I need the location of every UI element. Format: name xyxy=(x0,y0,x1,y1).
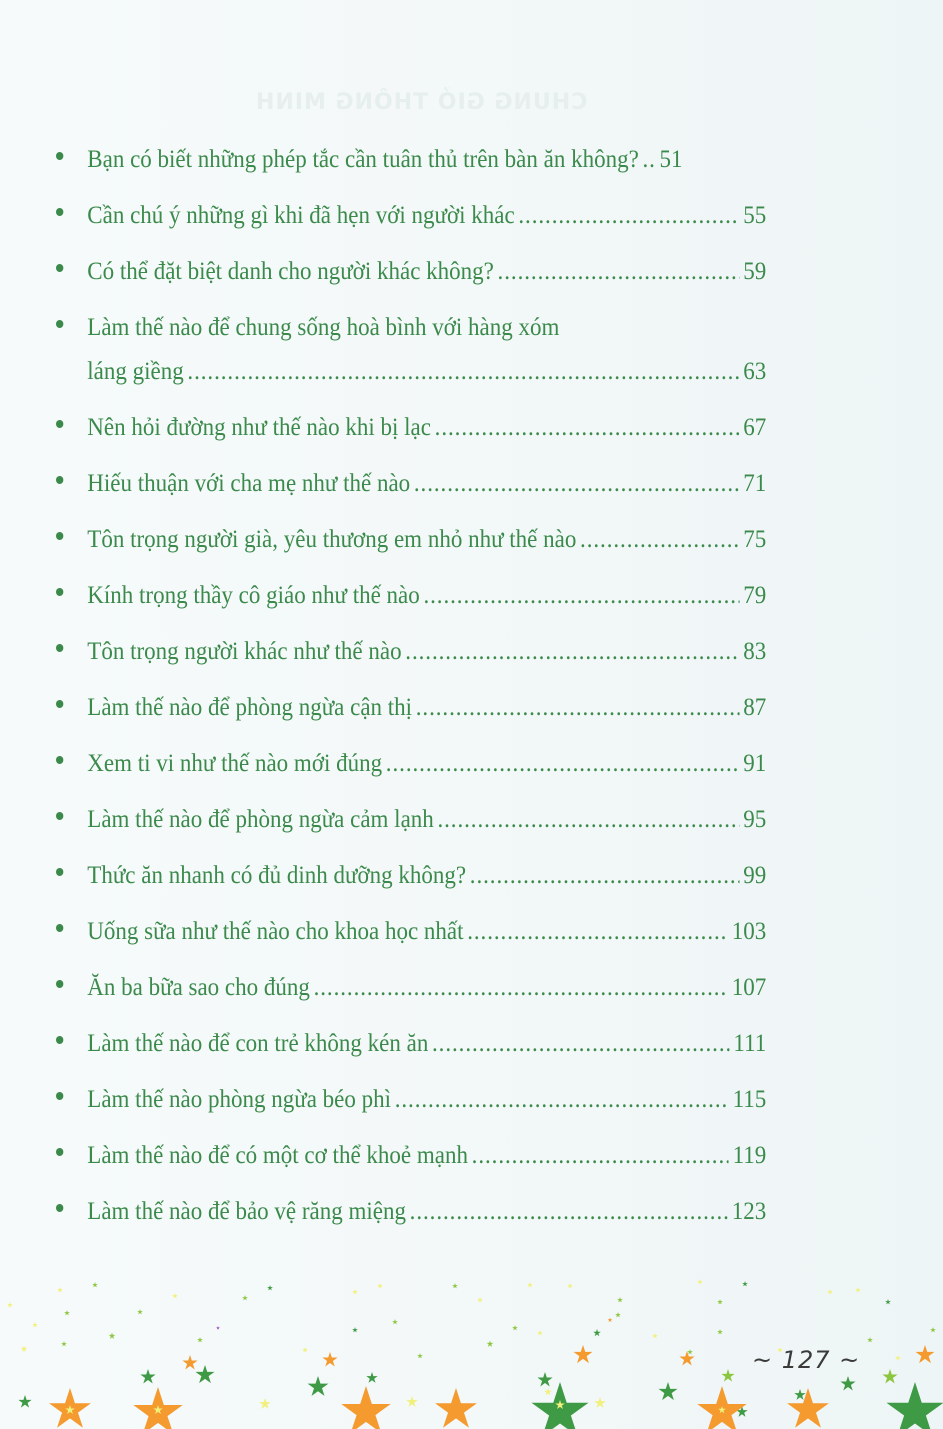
large-star-icons xyxy=(49,1382,943,1429)
bullet-icon xyxy=(56,264,63,272)
bullet-icon xyxy=(56,420,63,428)
bullet-icon xyxy=(56,756,63,764)
toc-entry-title: Tôn trọng người già, yêu thương em nhỏ như thế nào xyxy=(87,526,577,553)
toc-entry[interactable] xyxy=(56,974,766,1014)
toc-entry-title: Kính trọng thầy cô giáo như thế nào xyxy=(87,582,420,609)
toc-entry-page: 115 xyxy=(732,1086,767,1113)
toc-entry-title: Cần chú ý những gì khi đã hẹn với người khác xyxy=(87,202,515,229)
toc-entry-title: Làm thế nào để phòng ngừa cận thị xyxy=(87,694,413,721)
stars-decoration xyxy=(0,1250,943,1429)
toc-entry-title: Nên hỏi đường như thế nào khi bị lạc xyxy=(87,414,431,441)
toc-entry[interactable] xyxy=(56,146,766,186)
toc-entry[interactable] xyxy=(56,638,766,678)
toc-entry-page: 83 xyxy=(743,638,767,665)
bullet-icon xyxy=(56,1148,63,1156)
bullet-icon xyxy=(56,588,63,596)
toc-entry[interactable] xyxy=(56,862,766,902)
toc-leader xyxy=(470,862,740,890)
toc-entry-title: Có thể đặt biệt danh cho người khác không? xyxy=(87,258,494,285)
bullet-icon xyxy=(56,532,63,540)
toc-leader xyxy=(423,582,739,610)
bullet-icon xyxy=(56,152,63,160)
bullet-icon xyxy=(56,924,63,932)
toc-entry-page: 107 xyxy=(731,974,767,1001)
bullet-icon xyxy=(56,208,63,216)
bullet-icon xyxy=(56,1204,63,1212)
toc-entry[interactable] xyxy=(56,1142,766,1182)
toc-leader xyxy=(580,526,740,554)
toc-entry[interactable] xyxy=(56,202,766,242)
toc-entry-page: 95 xyxy=(743,806,767,833)
toc-entry[interactable] xyxy=(56,414,766,454)
bullet-icon xyxy=(56,812,63,820)
toc-entry-continuation[interactable] xyxy=(56,358,766,398)
toc-entry-title: Uống sữa như thế nào cho khoa học nhất xyxy=(87,918,464,945)
bullet-icon xyxy=(56,980,63,988)
toc-entry[interactable] xyxy=(56,582,766,622)
toc-entry-title: Làm thế nào để phòng ngừa cảm lạnh xyxy=(87,806,434,833)
toc-entry-title: Xem ti vi như thế nào mới đúng xyxy=(87,750,383,777)
toc-entry-page: 91 xyxy=(743,750,767,777)
toc-leader xyxy=(187,358,739,386)
toc-entry-page: 123 xyxy=(731,1198,767,1225)
toc-entry-title: Làm thế nào để chung sống hoà bình với hàng xóm xyxy=(87,314,560,341)
toc-entry-title: Ăn ba bữa sao cho đúng xyxy=(87,974,310,1001)
bullet-icon xyxy=(56,476,63,484)
toc-entry-page: 55 xyxy=(743,202,767,229)
toc-leader xyxy=(435,414,740,442)
toc-entry[interactable] xyxy=(56,470,766,510)
bullet-icon xyxy=(56,1036,63,1044)
toc-entry-page: 103 xyxy=(731,918,767,945)
bullet-icon xyxy=(56,644,63,652)
toc-entry[interactable] xyxy=(56,526,766,566)
toc-leader xyxy=(395,1086,729,1114)
toc-entry-page: 51 xyxy=(659,146,683,173)
toc-entry-page: 111 xyxy=(733,1030,767,1057)
toc-leader xyxy=(472,1142,729,1170)
toc-entry[interactable] xyxy=(56,806,766,846)
toc-leader xyxy=(498,258,740,286)
bleed-through-text: CHUNG GIỎ THÔNG MINH xyxy=(255,90,588,115)
toc-entry[interactable] xyxy=(56,1086,766,1126)
toc-entry-title: Làm thế nào để con trẻ không kén ăn xyxy=(87,1030,429,1057)
toc-leader xyxy=(416,694,740,722)
toc-leader xyxy=(437,806,739,834)
toc-entry-title: Thức ăn nhanh có đủ dinh dưỡng không? xyxy=(87,862,467,889)
toc-entry-title: Hiếu thuận với cha mẹ như thế nào xyxy=(87,470,411,497)
bullet-icon xyxy=(56,868,63,876)
bullet-icon xyxy=(56,700,63,708)
toc-leader xyxy=(405,638,739,666)
toc-entry[interactable] xyxy=(56,1030,766,1070)
toc-entry[interactable] xyxy=(56,1198,766,1238)
toc-leader xyxy=(314,974,728,1002)
toc-entry-title: Làm thế nào để có một cơ thể khoẻ mạnh xyxy=(87,1142,468,1169)
toc-entry-page: 67 xyxy=(743,414,767,441)
toc-leader xyxy=(518,202,739,230)
toc-entry-title: Bạn có biết những phép tắc cần tuân thủ trên bàn ăn không? xyxy=(87,146,639,173)
toc-entry-page: 63 xyxy=(743,358,767,385)
toc-leader xyxy=(386,750,740,778)
toc-leader xyxy=(467,918,728,946)
toc-leader xyxy=(432,1030,730,1058)
toc-entry-page: 99 xyxy=(743,862,767,889)
toc-entry-page: 119 xyxy=(732,1142,767,1169)
bullet-icon xyxy=(56,1092,63,1100)
toc-leader xyxy=(414,470,740,498)
toc-entry-title: Tôn trọng người khác như thế nào xyxy=(87,638,402,665)
toc-entry-page: 87 xyxy=(743,694,767,721)
toc-leader: .. xyxy=(642,146,656,173)
toc-leader xyxy=(410,1198,728,1226)
page-number: ~ 127 ~ xyxy=(752,1346,861,1374)
toc-entry-page: 71 xyxy=(743,470,767,497)
toc-entry-page: 79 xyxy=(743,582,767,609)
toc-entry-title: Làm thế nào để bảo vệ răng miệng xyxy=(87,1198,406,1225)
toc-entry[interactable] xyxy=(56,258,766,298)
toc-entry[interactable] xyxy=(56,918,766,958)
toc-entry-page: 75 xyxy=(743,526,767,553)
bullet-icon xyxy=(56,320,63,328)
toc-entry-title: Làm thế nào phòng ngừa béo phì xyxy=(87,1086,392,1113)
toc-entry[interactable] xyxy=(56,750,766,790)
toc-entry[interactable] xyxy=(56,694,766,734)
toc-entry-page: 59 xyxy=(743,258,767,285)
toc-entry-title-continuation: láng giềng xyxy=(87,358,184,385)
toc-entry[interactable] xyxy=(56,314,766,354)
